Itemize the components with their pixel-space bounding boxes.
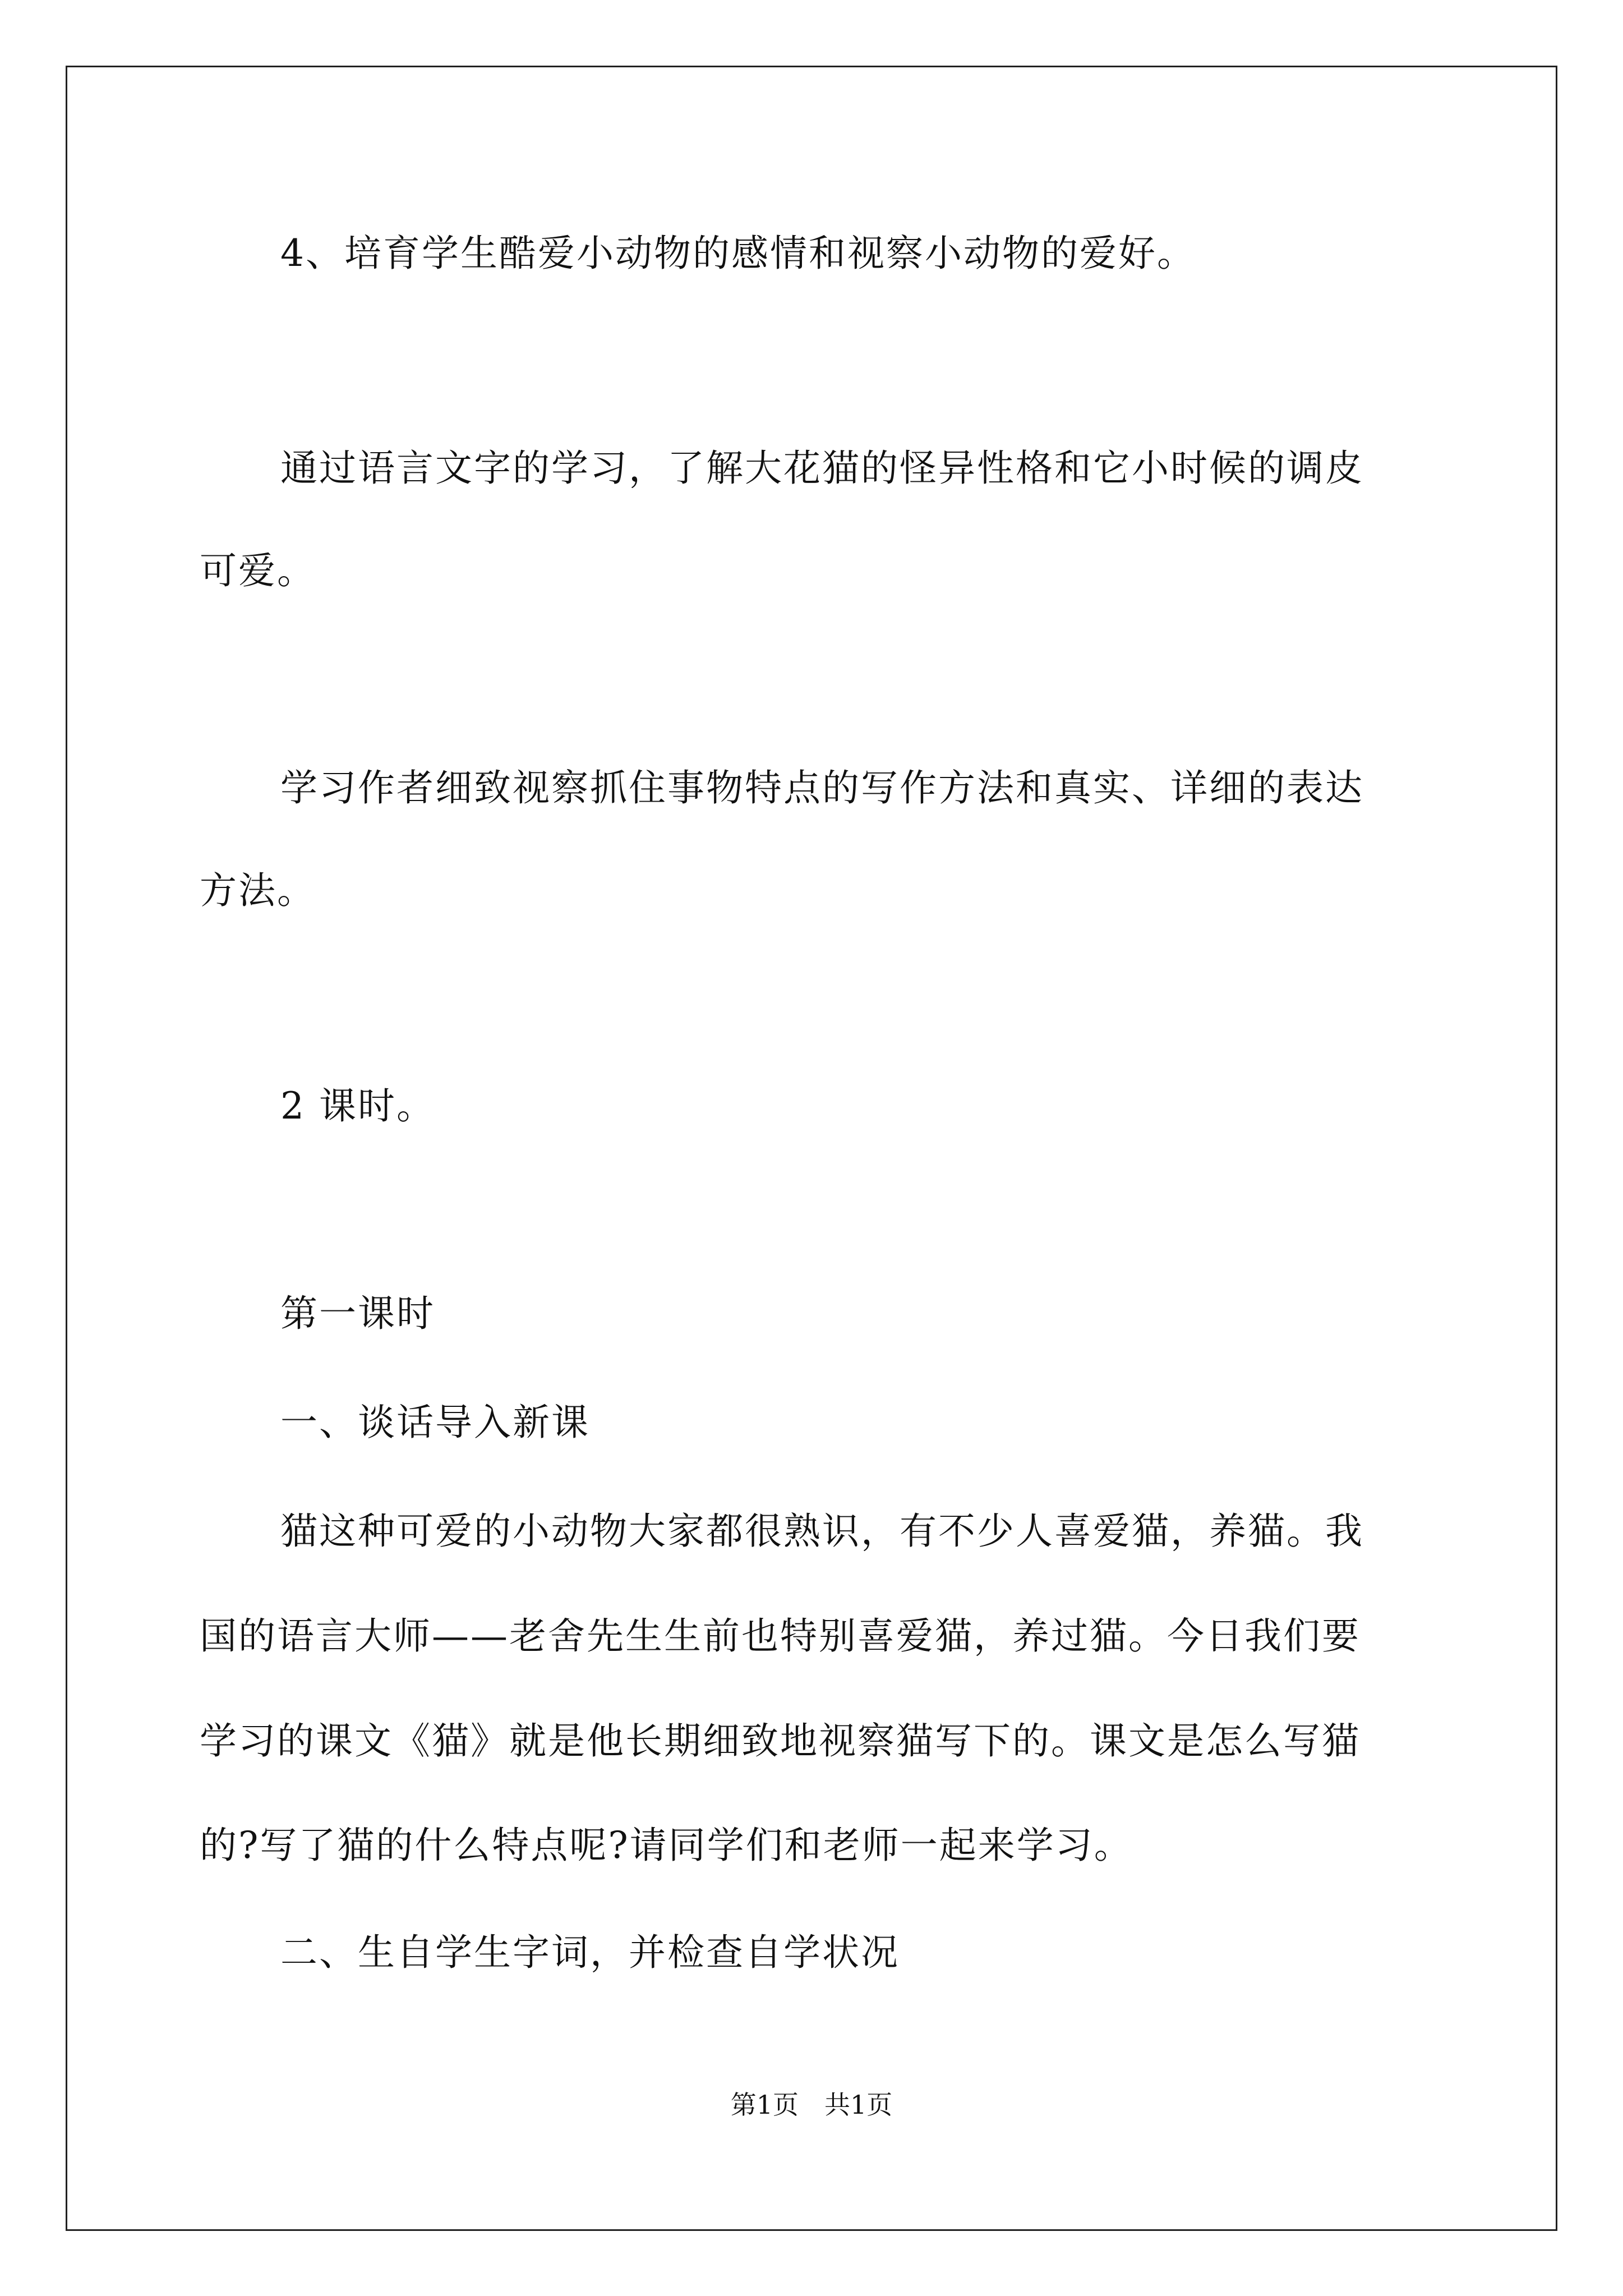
paragraph-objective-4: 4、培育学生酷爱小动物的感情和视察小动物的爱好。 bbox=[280, 232, 1196, 275]
paragraph-intro-line-1: 猫这种可爱的小动物大家都很熟识，有不少人喜爱猫，养猫。我 bbox=[280, 1510, 1364, 1553]
page-footer: 第1页 共1页 bbox=[730, 2090, 893, 2120]
paragraph-difficulty-line-2: 方法。 bbox=[200, 869, 316, 912]
section-heading-intro: 一、谈话导入新课 bbox=[280, 1401, 590, 1444]
section-heading-self-study: 二、生自学生字词，并检查自学状况 bbox=[280, 1931, 900, 1974]
paragraph-intro-line-3: 学习的课文《猫》就是他长期细致地视察猫写下的。课文是怎么写猫 bbox=[200, 1719, 1361, 1763]
page-border bbox=[66, 66, 1557, 2231]
paragraph-class-hours: 2 课时。 bbox=[280, 1084, 435, 1128]
paragraph-key-point-line-1: 通过语言文字的学习，了解大花猫的怪异性格和它小时候的调皮 bbox=[280, 447, 1364, 490]
section-heading-first-lesson: 第一课时 bbox=[280, 1292, 435, 1335]
paragraph-key-point-line-2: 可爱。 bbox=[200, 549, 316, 592]
paragraph-intro-line-4: 的?写了猫的什么特点呢?请同学们和老师一起来学习。 bbox=[200, 1824, 1133, 1867]
paragraph-intro-line-2: 国的语言大师——老舍先生生前也特别喜爱猫，养过猫。今日我们要 bbox=[200, 1614, 1361, 1658]
paragraph-difficulty-line-1: 学习作者细致视察抓住事物特点的写作方法和真实、详细的表达 bbox=[280, 766, 1364, 809]
